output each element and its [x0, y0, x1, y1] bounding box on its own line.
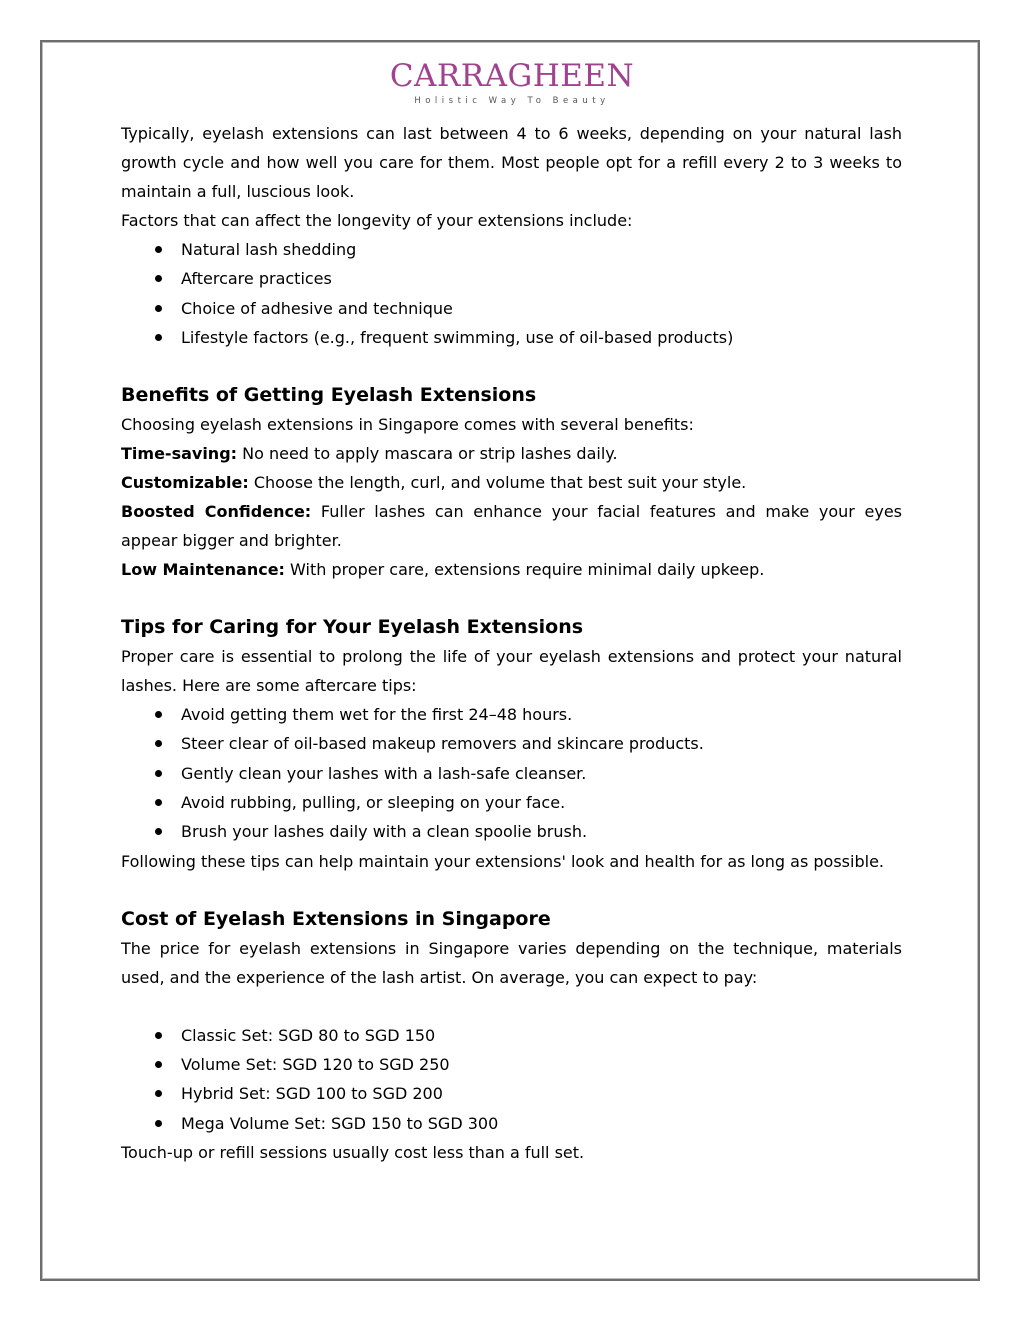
list-item: Steer clear of oil-based makeup removers and skincare products. [121, 729, 902, 758]
benefit-low-maintenance [121, 555, 902, 584]
list-item: Brush your lashes daily with a clean spoolie brush. [121, 817, 902, 846]
benefit-text: Fuller lashes can enhance your facial features and make your eyes appear bigger and brighter. [121, 502, 903, 551]
benefit-text: With proper care, extensions require minimal daily upkeep. [284, 560, 765, 580]
logo-tagline: Holistic Way To Beauty [414, 96, 610, 106]
tips-lead: Proper care is essential to prolong the life of your eyelash extensions and protect your natural lashes. Here are some aftercare tips: [121, 647, 902, 696]
tips-heading: Tips for Caring for Your Eyelash Extensions [121, 616, 584, 639]
cost-lead: The price for eyelash extensions in Singapore varies depending on the technique, materials used, and the experience of the lash artist. On average, you can expect to pay: [121, 938, 902, 987]
cost-closing: Touch-up or refill sessions usually cost less than a full set. [121, 1142, 585, 1162]
benefit-term: Customizable: [121, 473, 249, 493]
cost-list [121, 1021, 902, 1138]
document-body [121, 119, 902, 1167]
benefits-lead: Choosing eyelash extensions in Singapore comes with several benefits: [121, 415, 694, 435]
spacer [121, 352, 902, 381]
intro-paragraph: Typically, eyelash extensions can last between 4 to 6 weeks, depending on your natural lash growth cycle and how well you care for them. Most people opt for a refill every 2 to 3 weeks to maintain a full, luscious look. [121, 124, 902, 201]
benefit-term: Low Maintenance: [121, 560, 285, 580]
list-item: Classic Set: SGD 80 to SGD 150 [121, 1021, 902, 1050]
list-item: Avoid rubbing, pulling, or sleeping on your face. [121, 788, 902, 817]
spacer [121, 992, 902, 1021]
spacer [121, 876, 902, 905]
factors-list [121, 235, 902, 352]
factors-lead: Factors that can affect the longevity of your extensions include: [121, 211, 633, 230]
list-item: Avoid getting them wet for the first 24–48 hours. [121, 700, 902, 729]
list-item: Lifestyle factors (e.g., frequent swimming, use of oil-based products) [121, 323, 902, 352]
spacer [121, 584, 902, 613]
benefit-confidence [121, 497, 902, 555]
cost-heading: Cost of Eyelash Extensions in Singapore [121, 907, 551, 930]
brand-logo [0, 58, 1024, 106]
tips-list [121, 700, 902, 846]
list-item: Aftercare practices [121, 264, 902, 293]
logo-wordmark: CARRAGHEEN [389, 58, 635, 94]
tips-closing: Following these tips can help maintain your extensions' look and health for as long as possible. [121, 851, 884, 871]
list-item: Choice of adhesive and technique [121, 294, 902, 323]
benefit-term: Boosted Confidence: [121, 502, 312, 522]
benefit-customizable [121, 468, 902, 497]
benefit-text: Choose the length, curl, and volume that best suit your style. [248, 473, 747, 493]
list-item: Natural lash shedding [121, 235, 902, 264]
benefits-heading: Benefits of Getting Eyelash Extensions [121, 384, 537, 407]
list-item: Gently clean your lashes with a lash-safe cleanser. [121, 759, 902, 788]
list-item: Hybrid Set: SGD 100 to SGD 200 [121, 1079, 902, 1108]
benefit-term: Time-saving: [121, 444, 238, 464]
list-item: Volume Set: SGD 120 to SGD 250 [121, 1050, 902, 1079]
benefit-time-saving [121, 439, 902, 468]
list-item: Mega Volume Set: SGD 150 to SGD 300 [121, 1109, 902, 1138]
benefit-text: No need to apply mascara or strip lashes daily. [237, 444, 618, 464]
